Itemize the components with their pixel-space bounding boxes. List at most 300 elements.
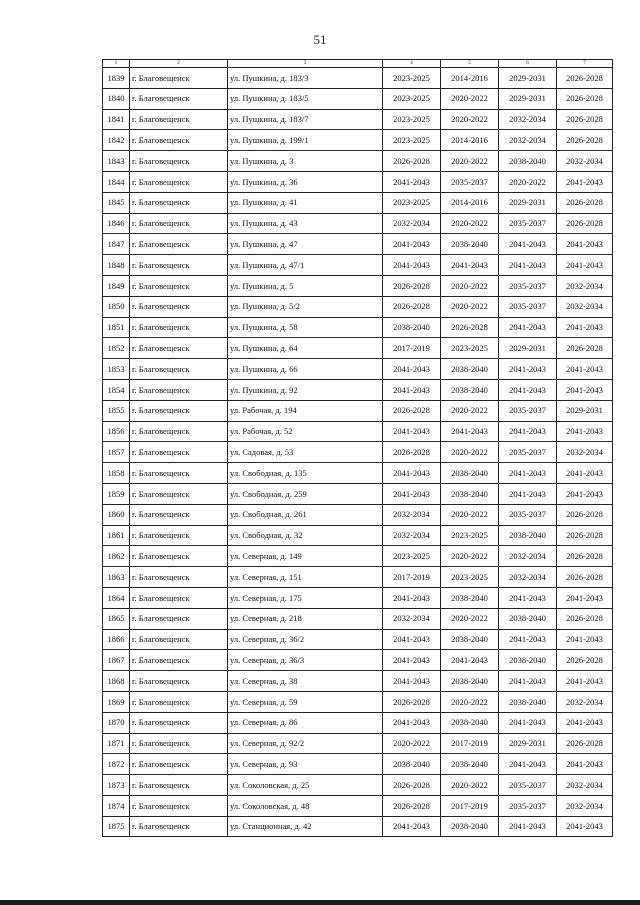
period-cell: 2032-2034 — [383, 213, 441, 234]
row-number: 1849 — [103, 275, 130, 296]
table-row — [103, 442, 613, 463]
settlement-cell: г. Благовещенск — [130, 234, 228, 255]
period-cell: 2026-2028 — [383, 275, 441, 296]
period-cell: 2020-2022 — [441, 775, 499, 796]
table-row — [103, 192, 613, 213]
address-cell: ул. Пушкина, д. 43 — [228, 213, 383, 234]
row-number: 1840 — [103, 88, 130, 109]
table-row — [103, 317, 613, 338]
period-cell: 2041-2043 — [557, 816, 613, 837]
period-cell: 2020-2022 — [441, 608, 499, 629]
period-cell: 2020-2022 — [441, 109, 499, 130]
settlement-cell: г. Благовещенск — [130, 546, 228, 567]
address-cell: ул. Свободная, д. 135 — [228, 463, 383, 484]
period-cell: 2035-2037 — [499, 504, 557, 525]
table-row — [103, 400, 613, 421]
period-cell: 2038-2040 — [441, 754, 499, 775]
table-row — [103, 754, 613, 775]
period-cell: 2032-2034 — [383, 608, 441, 629]
period-cell: 2041-2043 — [557, 587, 613, 608]
address-cell: ул. Пушкина, д. 183/7 — [228, 109, 383, 130]
column-number-row — [103, 60, 613, 68]
period-cell: 2020-2022 — [441, 275, 499, 296]
period-cell: 2029-2031 — [499, 192, 557, 213]
table-row — [103, 546, 613, 567]
table-row — [103, 525, 613, 546]
period-cell: 2026-2028 — [557, 68, 613, 89]
period-cell: 2029-2031 — [499, 68, 557, 89]
period-cell: 2026-2028 — [557, 192, 613, 213]
address-cell: ул. Северная, д. 93 — [228, 754, 383, 775]
period-cell: 2026-2028 — [441, 317, 499, 338]
table-row — [103, 379, 613, 400]
period-cell: 2041-2043 — [499, 463, 557, 484]
address-cell: ул. Северная, д. 218 — [228, 608, 383, 629]
period-cell: 2023-2025 — [441, 525, 499, 546]
row-number: 1870 — [103, 712, 130, 733]
period-cell: 2041-2043 — [499, 379, 557, 400]
scan-edge-stripe — [0, 900, 640, 905]
period-cell: 2041-2043 — [499, 671, 557, 692]
period-cell: 2020-2022 — [441, 213, 499, 234]
table-row — [103, 130, 613, 151]
row-number: 1841 — [103, 109, 130, 130]
settlement-cell: г. Благовещенск — [130, 795, 228, 816]
row-number: 1866 — [103, 629, 130, 650]
table-row — [103, 255, 613, 276]
row-number: 1857 — [103, 442, 130, 463]
period-cell: 2032-2034 — [383, 525, 441, 546]
table-row — [103, 151, 613, 172]
settlement-cell: г. Благовещенск — [130, 691, 228, 712]
settlement-cell: г. Благовещенск — [130, 255, 228, 276]
period-cell: 2017-2019 — [441, 795, 499, 816]
period-cell: 2041-2043 — [499, 587, 557, 608]
settlement-cell: г. Благовещенск — [130, 379, 228, 400]
table-row — [103, 463, 613, 484]
period-cell: 2038-2040 — [499, 525, 557, 546]
period-cell: 2026-2028 — [557, 88, 613, 109]
period-cell: 2041-2043 — [557, 629, 613, 650]
address-cell: ул. Северная, д. 149 — [228, 546, 383, 567]
table-row — [103, 587, 613, 608]
address-cell: ул. Северная, д. 175 — [228, 587, 383, 608]
period-cell: 2041-2043 — [441, 650, 499, 671]
settlement-cell: г. Благовещенск — [130, 733, 228, 754]
period-cell: 2032-2034 — [383, 504, 441, 525]
row-number: 1873 — [103, 775, 130, 796]
row-number: 1850 — [103, 296, 130, 317]
row-number: 1869 — [103, 691, 130, 712]
table-row — [103, 691, 613, 712]
period-cell: 2041-2043 — [499, 629, 557, 650]
row-number: 1855 — [103, 400, 130, 421]
period-cell: 2029-2031 — [499, 733, 557, 754]
row-number: 1844 — [103, 171, 130, 192]
table-row — [103, 338, 613, 359]
settlement-cell: г. Благовещенск — [130, 463, 228, 484]
row-number: 1871 — [103, 733, 130, 754]
period-cell: 2020-2022 — [441, 442, 499, 463]
period-cell: 2026-2028 — [383, 296, 441, 317]
period-cell: 2038-2040 — [383, 754, 441, 775]
period-cell: 2032-2034 — [557, 296, 613, 317]
period-cell: 2035-2037 — [499, 795, 557, 816]
row-number: 1845 — [103, 192, 130, 213]
period-cell: 2029-2031 — [499, 338, 557, 359]
settlement-cell: г. Благовещенск — [130, 504, 228, 525]
address-cell: ул. Рабочая, д. 194 — [228, 400, 383, 421]
table-row — [103, 88, 613, 109]
period-cell: 2026-2028 — [383, 775, 441, 796]
period-cell: 2023-2025 — [441, 338, 499, 359]
period-cell: 2035-2037 — [499, 442, 557, 463]
table-row — [103, 775, 613, 796]
period-cell: 2032-2034 — [557, 775, 613, 796]
period-cell: 2014-2016 — [441, 130, 499, 151]
period-cell: 2026-2028 — [557, 213, 613, 234]
period-cell: 2026-2028 — [557, 546, 613, 567]
settlement-cell: г. Благовещенск — [130, 525, 228, 546]
period-cell: 2038-2040 — [441, 587, 499, 608]
period-cell: 2041-2043 — [499, 421, 557, 442]
row-number: 1875 — [103, 816, 130, 837]
row-number: 1864 — [103, 587, 130, 608]
row-number: 1867 — [103, 650, 130, 671]
period-cell: 2041-2043 — [557, 359, 613, 380]
settlement-cell: г. Благовещенск — [130, 151, 228, 172]
column-number: 3 — [228, 60, 383, 68]
period-cell: 2029-2031 — [499, 88, 557, 109]
address-cell: ул. Северная, д. 59 — [228, 691, 383, 712]
period-cell: 2041-2043 — [499, 754, 557, 775]
settlement-cell: г. Благовещенск — [130, 109, 228, 130]
period-cell: 2041-2043 — [499, 255, 557, 276]
period-cell: 2014-2016 — [441, 68, 499, 89]
period-cell: 2026-2028 — [557, 525, 613, 546]
period-cell: 2026-2028 — [557, 130, 613, 151]
period-cell: 2041-2043 — [557, 317, 613, 338]
period-cell: 2038-2040 — [441, 234, 499, 255]
column-number: 4 — [383, 60, 441, 68]
period-cell: 2041-2043 — [499, 317, 557, 338]
period-cell: 2017-2019 — [383, 338, 441, 359]
period-cell: 2041-2043 — [441, 421, 499, 442]
address-cell: ул. Садовая, д. 53 — [228, 442, 383, 463]
period-cell: 2038-2040 — [441, 483, 499, 504]
period-cell: 2041-2043 — [383, 671, 441, 692]
table-row — [103, 359, 613, 380]
table-row — [103, 275, 613, 296]
settlement-cell: г. Благовещенск — [130, 88, 228, 109]
settlement-cell: г. Благовещенск — [130, 608, 228, 629]
settlement-cell: г. Благовещенск — [130, 587, 228, 608]
period-cell: 2041-2043 — [499, 712, 557, 733]
address-cell: ул. Северная, д. 36/3 — [228, 650, 383, 671]
address-cell: ул. Рабочая, д. 52 — [228, 421, 383, 442]
period-cell: 2041-2043 — [383, 421, 441, 442]
period-cell: 2041-2043 — [441, 255, 499, 276]
column-number: 6 — [499, 60, 557, 68]
table-row — [103, 421, 613, 442]
period-cell: 2038-2040 — [441, 629, 499, 650]
period-cell: 2023-2025 — [383, 192, 441, 213]
period-cell: 2029-2031 — [557, 400, 613, 421]
address-cell: ул. Пушкина, д. 92 — [228, 379, 383, 400]
settlement-cell: г. Благовещенск — [130, 421, 228, 442]
settlement-cell: г. Благовещенск — [130, 68, 228, 89]
settlement-cell: г. Благовещенск — [130, 192, 228, 213]
settlement-cell: г. Благовещенск — [130, 816, 228, 837]
row-number: 1853 — [103, 359, 130, 380]
address-cell: ул. Северная, д. 36/2 — [228, 629, 383, 650]
address-cell: ул. Пушкина, д. 183/3 — [228, 68, 383, 89]
table-row — [103, 504, 613, 525]
table-row — [103, 109, 613, 130]
period-cell: 2041-2043 — [557, 754, 613, 775]
address-cell: ул. Свободная, д. 32 — [228, 525, 383, 546]
period-cell: 2041-2043 — [383, 587, 441, 608]
period-cell: 2020-2022 — [499, 171, 557, 192]
settlement-cell: г. Благовещенск — [130, 629, 228, 650]
address-cell: ул. Пушкина, д. 64 — [228, 338, 383, 359]
period-cell: 2038-2040 — [441, 712, 499, 733]
row-number: 1848 — [103, 255, 130, 276]
table-row — [103, 671, 613, 692]
row-number: 1839 — [103, 68, 130, 89]
period-cell: 2041-2043 — [383, 712, 441, 733]
period-cell: 2041-2043 — [499, 234, 557, 255]
period-cell: 2026-2028 — [557, 733, 613, 754]
period-cell: 2032-2034 — [499, 546, 557, 567]
period-cell: 2041-2043 — [383, 650, 441, 671]
settlement-cell: г. Благовещенск — [130, 359, 228, 380]
row-number: 1861 — [103, 525, 130, 546]
table-row — [103, 608, 613, 629]
row-number: 1846 — [103, 213, 130, 234]
row-number: 1862 — [103, 546, 130, 567]
row-number: 1865 — [103, 608, 130, 629]
table-row — [103, 234, 613, 255]
column-number: 7 — [557, 60, 613, 68]
column-number: 1 — [103, 60, 130, 68]
address-cell: ул. Пушкина, д. 58 — [228, 317, 383, 338]
period-cell: 2041-2043 — [557, 234, 613, 255]
period-cell: 2035-2037 — [499, 296, 557, 317]
address-cell: ул. Пушкина, д. 36 — [228, 171, 383, 192]
period-cell: 2023-2025 — [383, 68, 441, 89]
period-cell: 2041-2043 — [557, 255, 613, 276]
row-number: 1858 — [103, 463, 130, 484]
row-number: 1860 — [103, 504, 130, 525]
settlement-cell: г. Благовещенск — [130, 171, 228, 192]
settlement-cell: г. Благовещенск — [130, 275, 228, 296]
period-cell: 2041-2043 — [557, 671, 613, 692]
period-cell: 2041-2043 — [557, 483, 613, 504]
register-table — [102, 59, 613, 837]
address-cell: ул. Пушкина, д. 3 — [228, 151, 383, 172]
period-cell: 2041-2043 — [557, 712, 613, 733]
table-body — [103, 60, 613, 837]
row-number: 1863 — [103, 567, 130, 588]
settlement-cell: г. Благовещенск — [130, 442, 228, 463]
settlement-cell: г. Благовещенск — [130, 775, 228, 796]
period-cell: 2041-2043 — [383, 171, 441, 192]
period-cell: 2041-2043 — [499, 483, 557, 504]
period-cell: 2032-2034 — [557, 795, 613, 816]
settlement-cell: г. Благовещенск — [130, 213, 228, 234]
period-cell: 2032-2034 — [557, 442, 613, 463]
row-number: 1852 — [103, 338, 130, 359]
period-cell: 2023-2025 — [383, 109, 441, 130]
address-cell: ул. Станционная, д. 42 — [228, 816, 383, 837]
table-row — [103, 816, 613, 837]
table-row — [103, 712, 613, 733]
period-cell: 2041-2043 — [557, 171, 613, 192]
table-row — [103, 296, 613, 317]
period-cell: 2041-2043 — [383, 629, 441, 650]
period-cell: 2032-2034 — [557, 691, 613, 712]
column-number: 5 — [441, 60, 499, 68]
period-cell: 2020-2022 — [441, 400, 499, 421]
row-number: 1854 — [103, 379, 130, 400]
period-cell: 2038-2040 — [499, 608, 557, 629]
settlement-cell: г. Благовещенск — [130, 400, 228, 421]
table-row — [103, 795, 613, 816]
table-row — [103, 733, 613, 754]
address-cell: ул. Пушкина, д. 199/1 — [228, 130, 383, 151]
address-cell: ул. Соколовская, д. 25 — [228, 775, 383, 796]
row-number: 1847 — [103, 234, 130, 255]
table-row — [103, 213, 613, 234]
period-cell: 2026-2028 — [557, 504, 613, 525]
row-number: 1842 — [103, 130, 130, 151]
period-cell: 2035-2037 — [499, 275, 557, 296]
period-cell: 2038-2040 — [441, 671, 499, 692]
period-cell: 2023-2025 — [383, 546, 441, 567]
period-cell: 2026-2028 — [557, 650, 613, 671]
period-cell: 2020-2022 — [441, 88, 499, 109]
period-cell: 2035-2037 — [499, 400, 557, 421]
settlement-cell: г. Благовещенск — [130, 130, 228, 151]
address-cell: ул. Пушкина, д. 5/2 — [228, 296, 383, 317]
period-cell: 2041-2043 — [383, 359, 441, 380]
period-cell: 2038-2040 — [499, 151, 557, 172]
table-row — [103, 629, 613, 650]
period-cell: 2041-2043 — [383, 379, 441, 400]
period-cell: 2032-2034 — [557, 151, 613, 172]
period-cell: 2041-2043 — [383, 483, 441, 504]
period-cell: 2038-2040 — [383, 317, 441, 338]
settlement-cell: г. Благовещенск — [130, 712, 228, 733]
period-cell: 2035-2037 — [441, 171, 499, 192]
period-cell: 2038-2040 — [441, 816, 499, 837]
period-cell: 2017-2019 — [441, 733, 499, 754]
address-cell: ул. Северная, д. 92/2 — [228, 733, 383, 754]
address-cell: ул. Свободная, д. 259 — [228, 483, 383, 504]
period-cell: 2026-2028 — [383, 795, 441, 816]
settlement-cell: г. Благовещенск — [130, 483, 228, 504]
address-cell: ул. Пушкина, д. 47 — [228, 234, 383, 255]
period-cell: 2041-2043 — [383, 234, 441, 255]
period-cell: 2026-2028 — [557, 608, 613, 629]
address-cell: ул. Пушкина, д. 66 — [228, 359, 383, 380]
table-row — [103, 483, 613, 504]
period-cell: 2038-2040 — [499, 650, 557, 671]
settlement-cell: г. Благовещенск — [130, 317, 228, 338]
settlement-cell: г. Благовещенск — [130, 567, 228, 588]
period-cell: 2023-2025 — [383, 88, 441, 109]
address-cell: ул. Пушкина, д. 183/5 — [228, 88, 383, 109]
table-row — [103, 68, 613, 89]
period-cell: 2041-2043 — [383, 463, 441, 484]
table-row — [103, 650, 613, 671]
period-cell: 2026-2028 — [557, 109, 613, 130]
address-cell: ул. Северная, д. 151 — [228, 567, 383, 588]
table-row — [103, 171, 613, 192]
table-row — [103, 567, 613, 588]
settlement-cell: г. Благовещенск — [130, 296, 228, 317]
period-cell: 2026-2028 — [557, 338, 613, 359]
period-cell: 2023-2025 — [441, 567, 499, 588]
settlement-cell: г. Благовещенск — [130, 338, 228, 359]
page-number: 51 — [313, 32, 327, 47]
address-cell: ул. Северная, д. 38 — [228, 671, 383, 692]
row-number: 1859 — [103, 483, 130, 504]
column-number: 2 — [130, 60, 228, 68]
period-cell: 2035-2037 — [499, 213, 557, 234]
row-number: 1843 — [103, 151, 130, 172]
period-cell: 2035-2037 — [499, 775, 557, 796]
address-cell: ул. Северная, д. 86 — [228, 712, 383, 733]
period-cell: 2026-2028 — [383, 691, 441, 712]
period-cell: 2032-2034 — [499, 130, 557, 151]
period-cell: 2041-2043 — [499, 359, 557, 380]
period-cell: 2038-2040 — [441, 463, 499, 484]
address-cell: ул. Свободная, д. 261 — [228, 504, 383, 525]
period-cell: 2020-2022 — [441, 546, 499, 567]
row-number: 1856 — [103, 421, 130, 442]
address-cell: ул. Пушкина, д. 41 — [228, 192, 383, 213]
period-cell: 2026-2028 — [383, 400, 441, 421]
period-cell: 2020-2022 — [441, 504, 499, 525]
period-cell: 2014-2016 — [441, 192, 499, 213]
row-number: 1851 — [103, 317, 130, 338]
period-cell: 2032-2034 — [499, 109, 557, 130]
row-number: 1872 — [103, 754, 130, 775]
period-cell: 2041-2043 — [557, 379, 613, 400]
address-cell: ул. Соколовская, д. 48 — [228, 795, 383, 816]
period-cell: 2026-2028 — [383, 151, 441, 172]
period-cell: 2032-2034 — [499, 567, 557, 588]
period-cell: 2020-2022 — [383, 733, 441, 754]
settlement-cell: г. Благовещенск — [130, 650, 228, 671]
address-cell: ул. Пушкина, д. 47/1 — [228, 255, 383, 276]
period-cell: 2032-2034 — [557, 275, 613, 296]
row-number: 1868 — [103, 671, 130, 692]
period-cell: 2038-2040 — [441, 379, 499, 400]
period-cell: 2017-2019 — [383, 567, 441, 588]
period-cell: 2020-2022 — [441, 296, 499, 317]
settlement-cell: г. Благовещенск — [130, 671, 228, 692]
period-cell: 2020-2022 — [441, 151, 499, 172]
period-cell: 2041-2043 — [557, 421, 613, 442]
address-cell: ул. Пушкина, д. 5 — [228, 275, 383, 296]
period-cell: 2038-2040 — [441, 359, 499, 380]
period-cell: 2020-2022 — [441, 691, 499, 712]
period-cell: 2041-2043 — [383, 255, 441, 276]
period-cell: 2041-2043 — [499, 816, 557, 837]
